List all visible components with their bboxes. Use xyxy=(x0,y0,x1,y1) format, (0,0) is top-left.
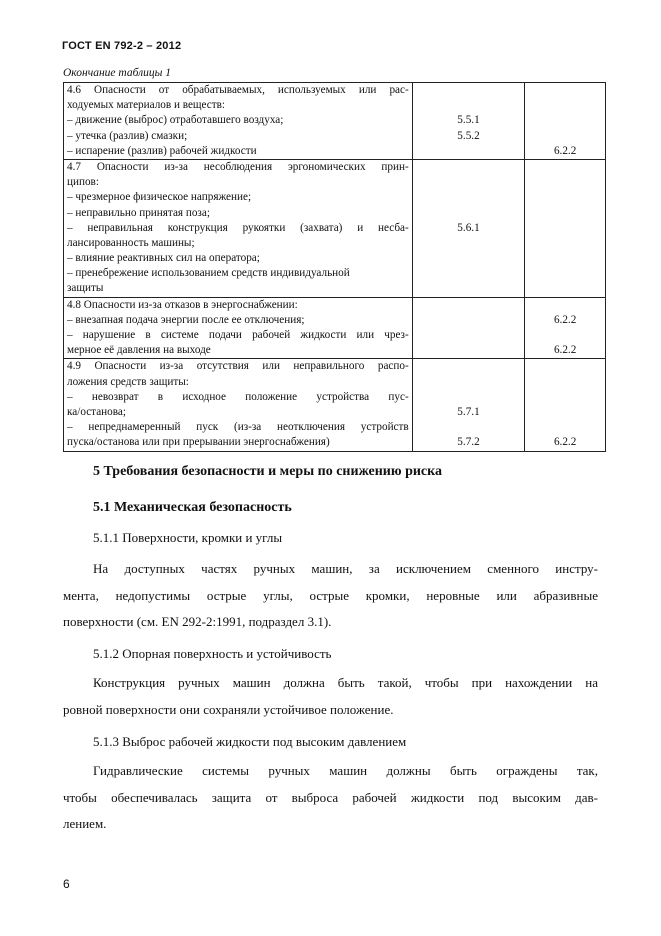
paragraph-line: чтобы обеспечивалась защита от выброса рабочей жидкости под высоким дав- xyxy=(63,789,598,805)
paragraph-line: поверхности (см. EN 292-2:1991, подраздел 3.1). xyxy=(63,614,332,629)
reference-number: 6.2.2 xyxy=(553,144,577,157)
section-heading: 5 Требования безопасности и меры по снижению риска xyxy=(93,464,442,479)
clause-number xyxy=(413,266,525,281)
hazard-line: пуска/останова или при прерывании энергоснабжения) xyxy=(67,436,330,449)
hazard-line: ложения средств защиты: xyxy=(67,375,189,388)
clause-number xyxy=(413,298,525,313)
hazard-cell xyxy=(64,359,413,451)
hazard-cell xyxy=(64,159,413,297)
clause-title: 5.1.3 Выброс рабочей жидкости под высоким давлением xyxy=(93,734,407,749)
clause-cell xyxy=(412,359,525,451)
hazard-line: – внезапная подача энергии после ее отключения; xyxy=(67,313,305,326)
hazard-line: – невозврат в исходное положение устройства пус- xyxy=(67,390,409,403)
reference-number xyxy=(525,266,605,281)
clause-paragraph xyxy=(63,556,598,636)
reference-number xyxy=(525,420,605,435)
clause-title: 5.1.1 Поверхности, кромки и углы xyxy=(93,530,283,545)
reference-number xyxy=(525,281,605,296)
clause-number: 5.5.2 xyxy=(457,129,480,142)
hazard-cell xyxy=(64,297,413,359)
hazard-line: – утечка (разлив) смазки; xyxy=(67,129,188,142)
hazard-line: – неправильная конструкция рукоятки (захвата) и несба- xyxy=(67,221,409,234)
clause-number xyxy=(413,190,525,205)
hazard-line: 4.8 Опасности из-за отказов в энергоснабжении: xyxy=(67,298,298,311)
hazard-line: ка/останова; xyxy=(67,405,126,418)
hazards-table xyxy=(63,82,606,452)
clause-number: 5.7.1 xyxy=(457,405,480,418)
paragraph-line: Конструкция ручных машин должна быть такой, чтобы при нахождении на xyxy=(93,675,598,690)
reference-number xyxy=(525,251,605,266)
reference-number: 6.2.2 xyxy=(553,436,577,449)
clause-number xyxy=(413,390,525,405)
clause-number xyxy=(413,359,525,374)
clause-number xyxy=(413,328,525,343)
reference-number: 6.2.2 xyxy=(553,313,577,326)
hazard-line: лансированность машины; xyxy=(67,236,195,249)
hazard-line: ципов: xyxy=(67,176,99,189)
hazard-line: – нарушение в системе подачи рабочей жидкости или чрез- xyxy=(67,329,409,341)
clause-number xyxy=(413,236,525,251)
page-number: 6 xyxy=(63,877,70,891)
table-row xyxy=(64,83,606,160)
reference-number xyxy=(525,221,605,236)
reference-cell xyxy=(525,359,606,451)
reference-number xyxy=(525,375,605,390)
clause-paragraph xyxy=(63,670,598,723)
paragraph-line: лением. xyxy=(63,816,107,831)
clause-cell xyxy=(412,297,525,359)
reference-number xyxy=(525,405,605,420)
clause-number xyxy=(413,83,525,98)
clause-paragraph xyxy=(63,758,598,838)
hazard-line: мерное её давления на выходе xyxy=(67,344,211,357)
reference-number xyxy=(525,236,605,251)
hazard-line: – неправильно принятая поза; xyxy=(67,206,210,219)
reference-cell xyxy=(525,297,606,359)
hazard-line: – чрезмерное физическое напряжение; xyxy=(67,191,252,204)
hazard-line: – движение (выброс) отработавшего воздуха; xyxy=(67,114,284,127)
hazard-cell xyxy=(64,83,413,160)
table-row xyxy=(64,159,606,297)
hazard-line: – влияние реактивных сил на оператора; xyxy=(67,252,260,265)
table-row xyxy=(64,297,606,359)
clause-number xyxy=(413,343,525,358)
clause-number xyxy=(413,206,525,221)
clause-number xyxy=(413,375,525,390)
clause-number xyxy=(413,420,525,435)
reference-number xyxy=(525,113,605,128)
reference-number xyxy=(525,160,605,175)
reference-number: 6.2.2 xyxy=(553,344,577,357)
clause-number: 5.7.2 xyxy=(457,436,480,449)
paragraph-line: На доступных частях ручных машин, за исключением сменного инстру- xyxy=(93,561,598,576)
hazard-line: 4.7 Опасности из-за несоблюдения эргономических прин- xyxy=(67,160,409,173)
reference-number xyxy=(525,83,605,98)
paragraph-line: мента, недопустимы острые углы, острые кромки, неровные или абразивные xyxy=(63,587,598,603)
document-header: ГОСТ EN 792-2 – 2012 xyxy=(62,40,182,52)
reference-number xyxy=(525,175,605,190)
clause-title: 5.1.2 Опорная поверхность и устойчивость xyxy=(93,646,332,661)
clause-number xyxy=(413,251,525,266)
reference-number xyxy=(525,206,605,221)
clause-cell xyxy=(412,83,525,160)
clause-number xyxy=(413,281,525,296)
clause-number: 5.6.1 xyxy=(457,221,480,234)
reference-number xyxy=(525,129,605,144)
hazard-line: ходуемых материалов и веществ: xyxy=(67,99,226,112)
paragraph-line: ровной поверхности они сохраняли устойчивое положение. xyxy=(63,701,394,717)
reference-number xyxy=(525,190,605,205)
hazard-line: 4.9 Опасности из-за отсутствия или неправильного распо- xyxy=(67,360,409,373)
reference-number xyxy=(525,328,605,343)
clause-number xyxy=(413,98,525,113)
clause-number: 5.5.1 xyxy=(457,114,480,127)
clause-number xyxy=(413,313,525,328)
reference-number xyxy=(525,359,605,374)
table-row xyxy=(64,359,606,451)
reference-number xyxy=(525,390,605,405)
hazard-line: 4.6 Опасности от обрабатываемых, используемых или рас- xyxy=(67,84,409,96)
clause-number xyxy=(413,160,525,175)
subsection-heading: 5.1 Механическая безопасность xyxy=(93,500,292,515)
clause-number xyxy=(413,144,525,159)
reference-cell xyxy=(525,83,606,160)
paragraph-line: Гидравлические системы ручных машин должны быть ограждены так, xyxy=(93,763,598,778)
hazard-line: – пренебрежение использованием средств индивидуальной xyxy=(67,267,350,280)
reference-number xyxy=(525,298,605,313)
hazard-line: защиты xyxy=(67,282,104,295)
reference-cell xyxy=(525,159,606,297)
hazard-line: – непреднамеренный пуск (из-за неотключения устройств xyxy=(67,421,409,434)
hazard-line: – испарение (разлив) рабочей жидкости xyxy=(67,144,257,157)
table-caption: Окончание таблицы 1 xyxy=(63,67,171,79)
clause-number xyxy=(413,175,525,190)
reference-number xyxy=(525,98,605,113)
clause-cell xyxy=(412,159,525,297)
